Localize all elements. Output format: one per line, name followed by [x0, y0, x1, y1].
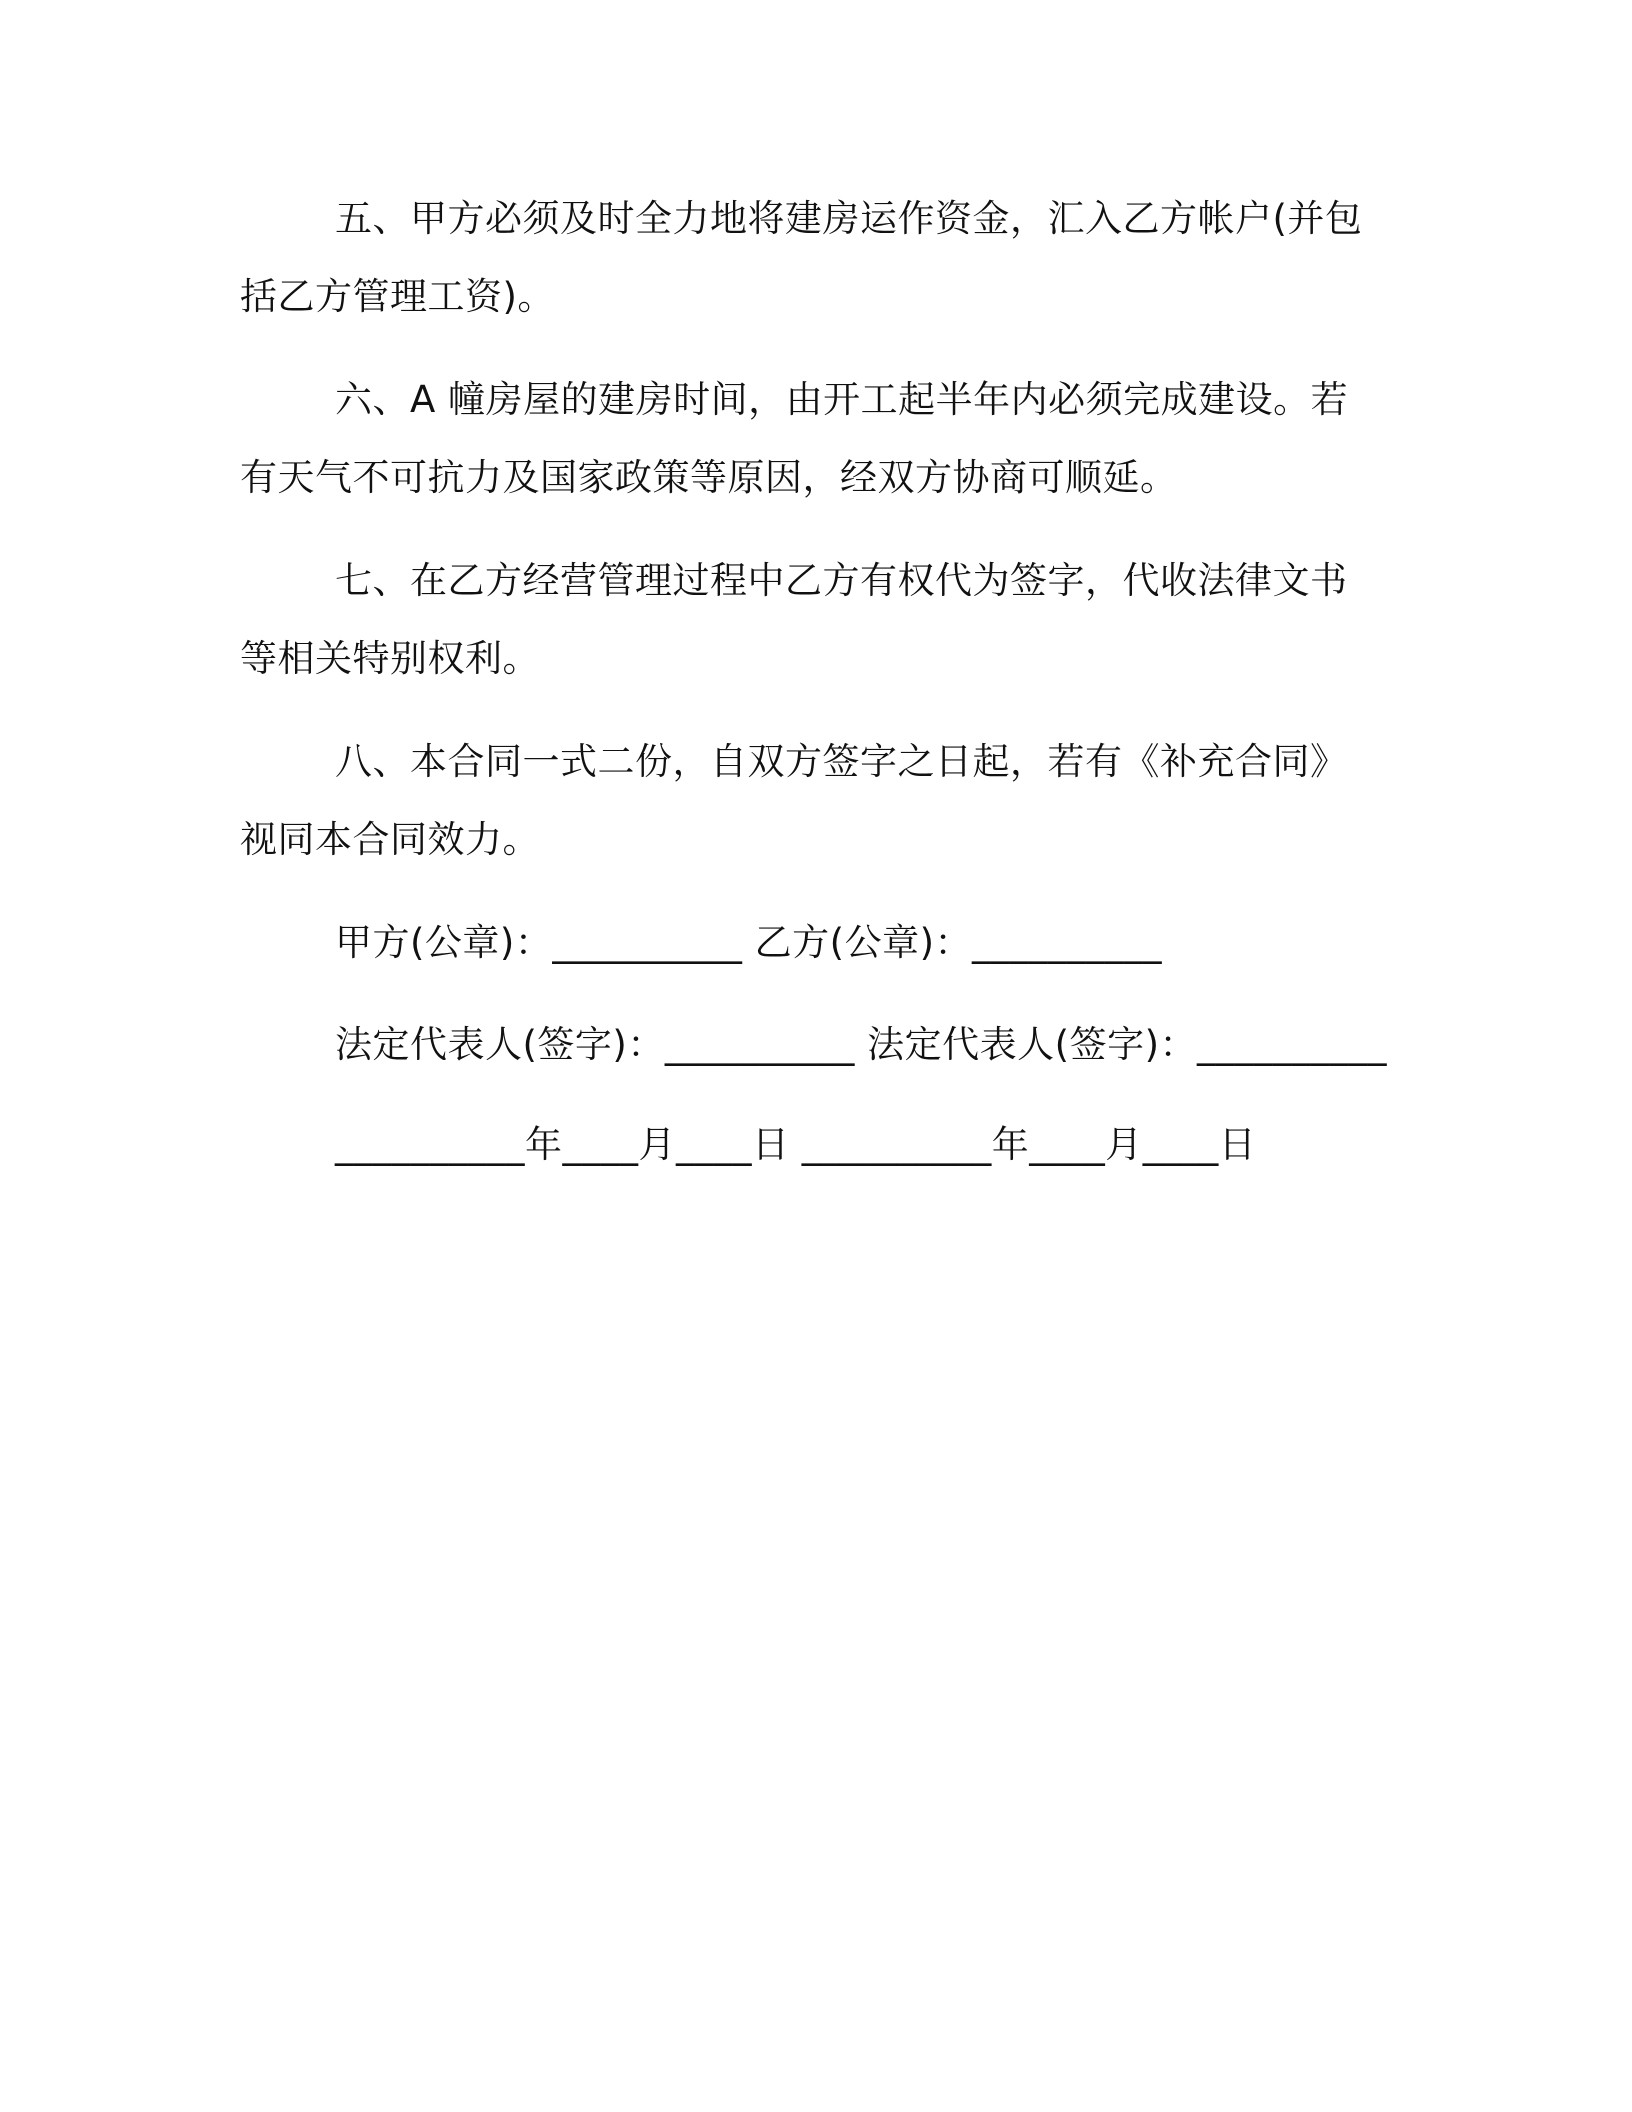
clause-8: 八、本合同一式二份，自双方签字之日起，若有《补充合同》视同本合同效力。: [240, 740, 1348, 861]
clause-7: 七、在乙方经营管理过程中乙方有权代为签字，代收法律文书等相关特别权利。: [240, 559, 1348, 680]
date-line: __________年____月____日 __________年____月____日: [335, 1123, 1257, 1166]
seal-line: 甲方(公章)：__________ 乙方(公章)：__________: [335, 921, 1163, 964]
clause-5: 五、甲方必须及时全力地将建房运作资金，汇入乙方帐户(并包括乙方管理工资)。: [240, 197, 1363, 318]
representative-signature-line: 法定代表人(签字)：__________ 法定代表人(签字)：__________: [335, 1023, 1388, 1066]
clause-6: 六、A 幢房屋的建房时间，由开工起半年内必须完成建设。若有天气不可抗力及国家政策等原因，经双方协商可顺延。: [240, 378, 1349, 499]
